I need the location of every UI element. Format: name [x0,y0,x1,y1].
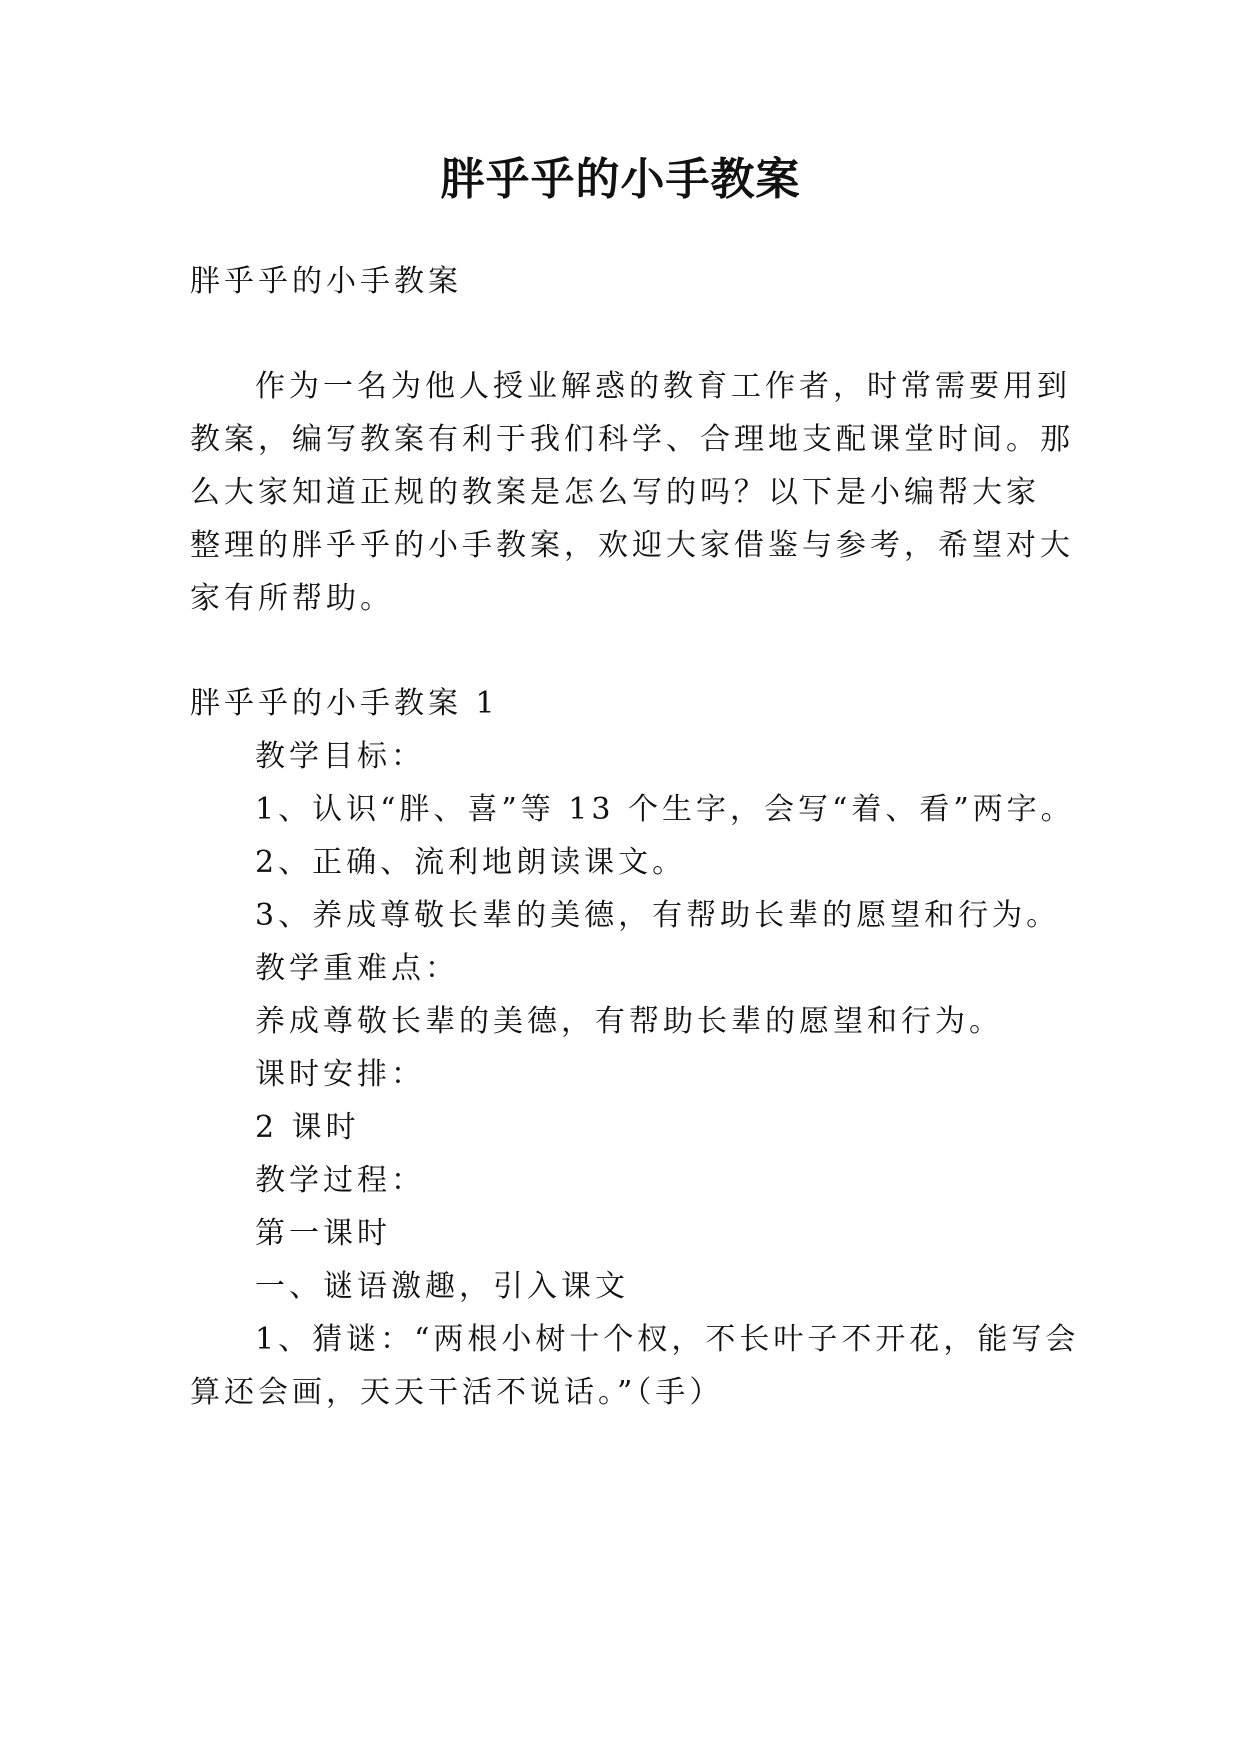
body-line-key-points-heading: 教学重难点： [255,951,459,986]
intro-line-4: 整理的胖乎乎的小手教案，欢迎大家借鉴与参考，希望对大 [190,528,1074,563]
intro-line-5: 家有所帮助。 [190,581,394,616]
body-line-key-points: 养成尊敬长辈的美德，有帮助长辈的愿望和行为。 [255,1004,1003,1039]
body-line-objectives-heading: 教学目标： [255,739,425,774]
intro-line-2: 教案，编写教案有利于我们科学、合理地支配课堂时间。那 [190,422,1074,457]
body-line-objective-1: 1、认识“胖、喜”等 13 个生字，会写“着、看”两字。 [255,792,1075,827]
document-subtitle: 胖乎乎的小手教案 [190,264,462,299]
body-line-first-lesson: 第一课时 [255,1216,391,1251]
document-title: 胖乎乎的小手教案 [440,154,801,205]
body-line-process-heading: 教学过程： [255,1163,425,1198]
section-heading: 胖乎乎的小手教案 1 [190,686,499,721]
body-line-schedule-heading: 课时安排： [255,1057,425,1092]
intro-line-3: 么大家知道正规的教案是怎么写的吗？以下是小编帮大家 [190,475,1040,510]
body-line-step-1: 一、谜语激趣，引入课文 [255,1269,629,1304]
body-line-objective-3: 3、养成尊敬长辈的美德，有帮助长辈的愿望和行为。 [255,898,1061,933]
body-line-riddle-continued: 算还会画，天天干活不说话。”（手） [190,1375,724,1410]
intro-line-1: 作为一名为他人授业解惑的教育工作者，时常需要用到 [255,369,1071,404]
body-line-riddle: 1、猜谜：“两根小树十个杈，不长叶子不开花，能写会 [255,1322,1080,1357]
body-line-objective-2: 2、正确、流利地朗读课文。 [255,845,687,880]
body-line-schedule: 2 课时 [255,1110,360,1145]
